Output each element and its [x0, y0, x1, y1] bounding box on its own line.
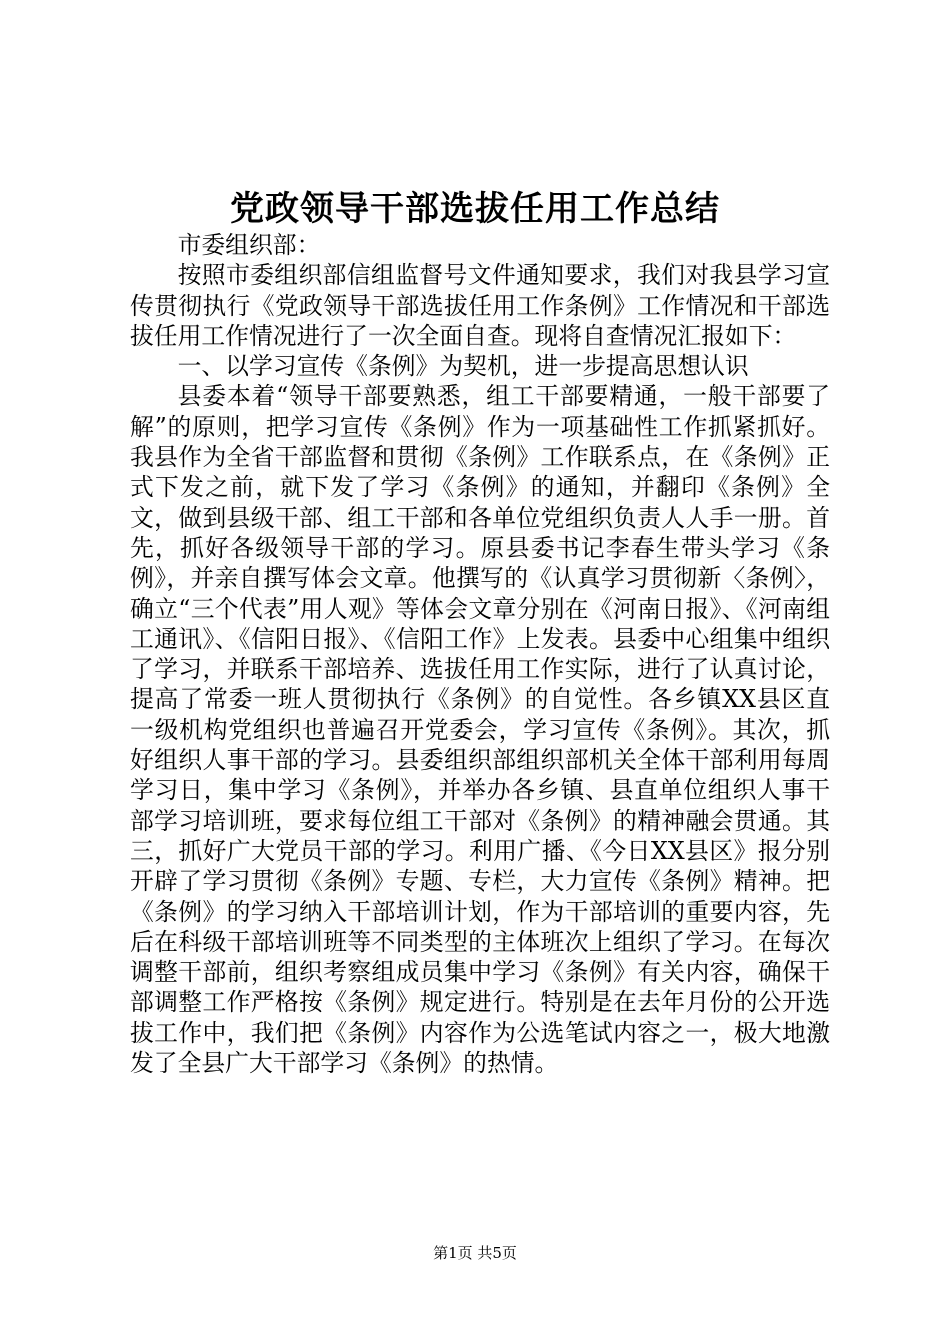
document-title: 党政领导干部选拔任用工作总结: [230, 189, 720, 229]
page-footer: 第1页 共5页: [433, 1244, 517, 1262]
document-body: [130, 230, 830, 1078]
salutation-paragraph: 市委组织部：: [177, 231, 321, 259]
section-heading: 一、以学习宣传《条例》为契机，进一步提高思想认识: [177, 352, 749, 381]
body-paragraph: 县委本着“领导干部要熟悉，组工干部要精通，一般干部要了解”的原则，把学习宣传《条例》作为一项基础性工作抓紧抓好。我县作为全省干部监督和贯彻《条例》工作联系点，在《条例》正式下发之前，就下发了学习《条例》的通知，并翻印《条例》全文，做到县级干部、组工干部和各单位党组织负责人人手一册。首先，抓好各级领导干部的学习。原县委书记李春生带头学习《条例》，并亲自撰写体会文章。他撰写的《认真学习贯彻新〈条例〉，确立“三个代表”用人观》等体会文章分别在《河南日报》、《河南组工通讯》、《信阳日报》、《信阳工作》上发表。县委中心组集中组织了学习，并联系干部培养、选拔任用工作实际，进行了认真讨论，提高了常委一班人贯彻执行《条例》的自觉性。各乡镇XX县区直一级机构党组织也普遍召开党委会，学习宣传《条例》。其次，抓好组织人事干部的学习。县委组织部组织部机关全体干部利用每周学习日，集中学习《条例》，并举办各乡镇、县直单位组织人事干部学习培训班，要求每位组工干部对《条例》的精神融会贯通。其三，抓好广大党员干部的学习。利用广播、《今日XX县区》报分别开辟了学习贯彻《条例》专题、专栏，大力宣传《条例》精神。把《条例》的学习纳入干部培训计划，作为干部培训的重要内容，先后在科级干部培训班等不同类型的主体班次上组织了学习。在每次调整干部前，组织考察组成员集中学习《条例》有关内容，确保干部调整工作严格按《条例》规定进行。特别是在去年月份的公开选拔工作中，我们把《条例》内容作为公选笔试内容之一，极大地激发了全县广大干部学习《条例》的热情。: [130, 382, 830, 1078]
intro-paragraph: 按照市委组织部信组监督号文件通知要求，我们对我县学习宣传贯彻执行《党政领导干部选拔任用工作条例》工作情况和干部选拔任用工作情况进行了一次全面自查。现将自查情况汇报如下：: [130, 261, 830, 350]
